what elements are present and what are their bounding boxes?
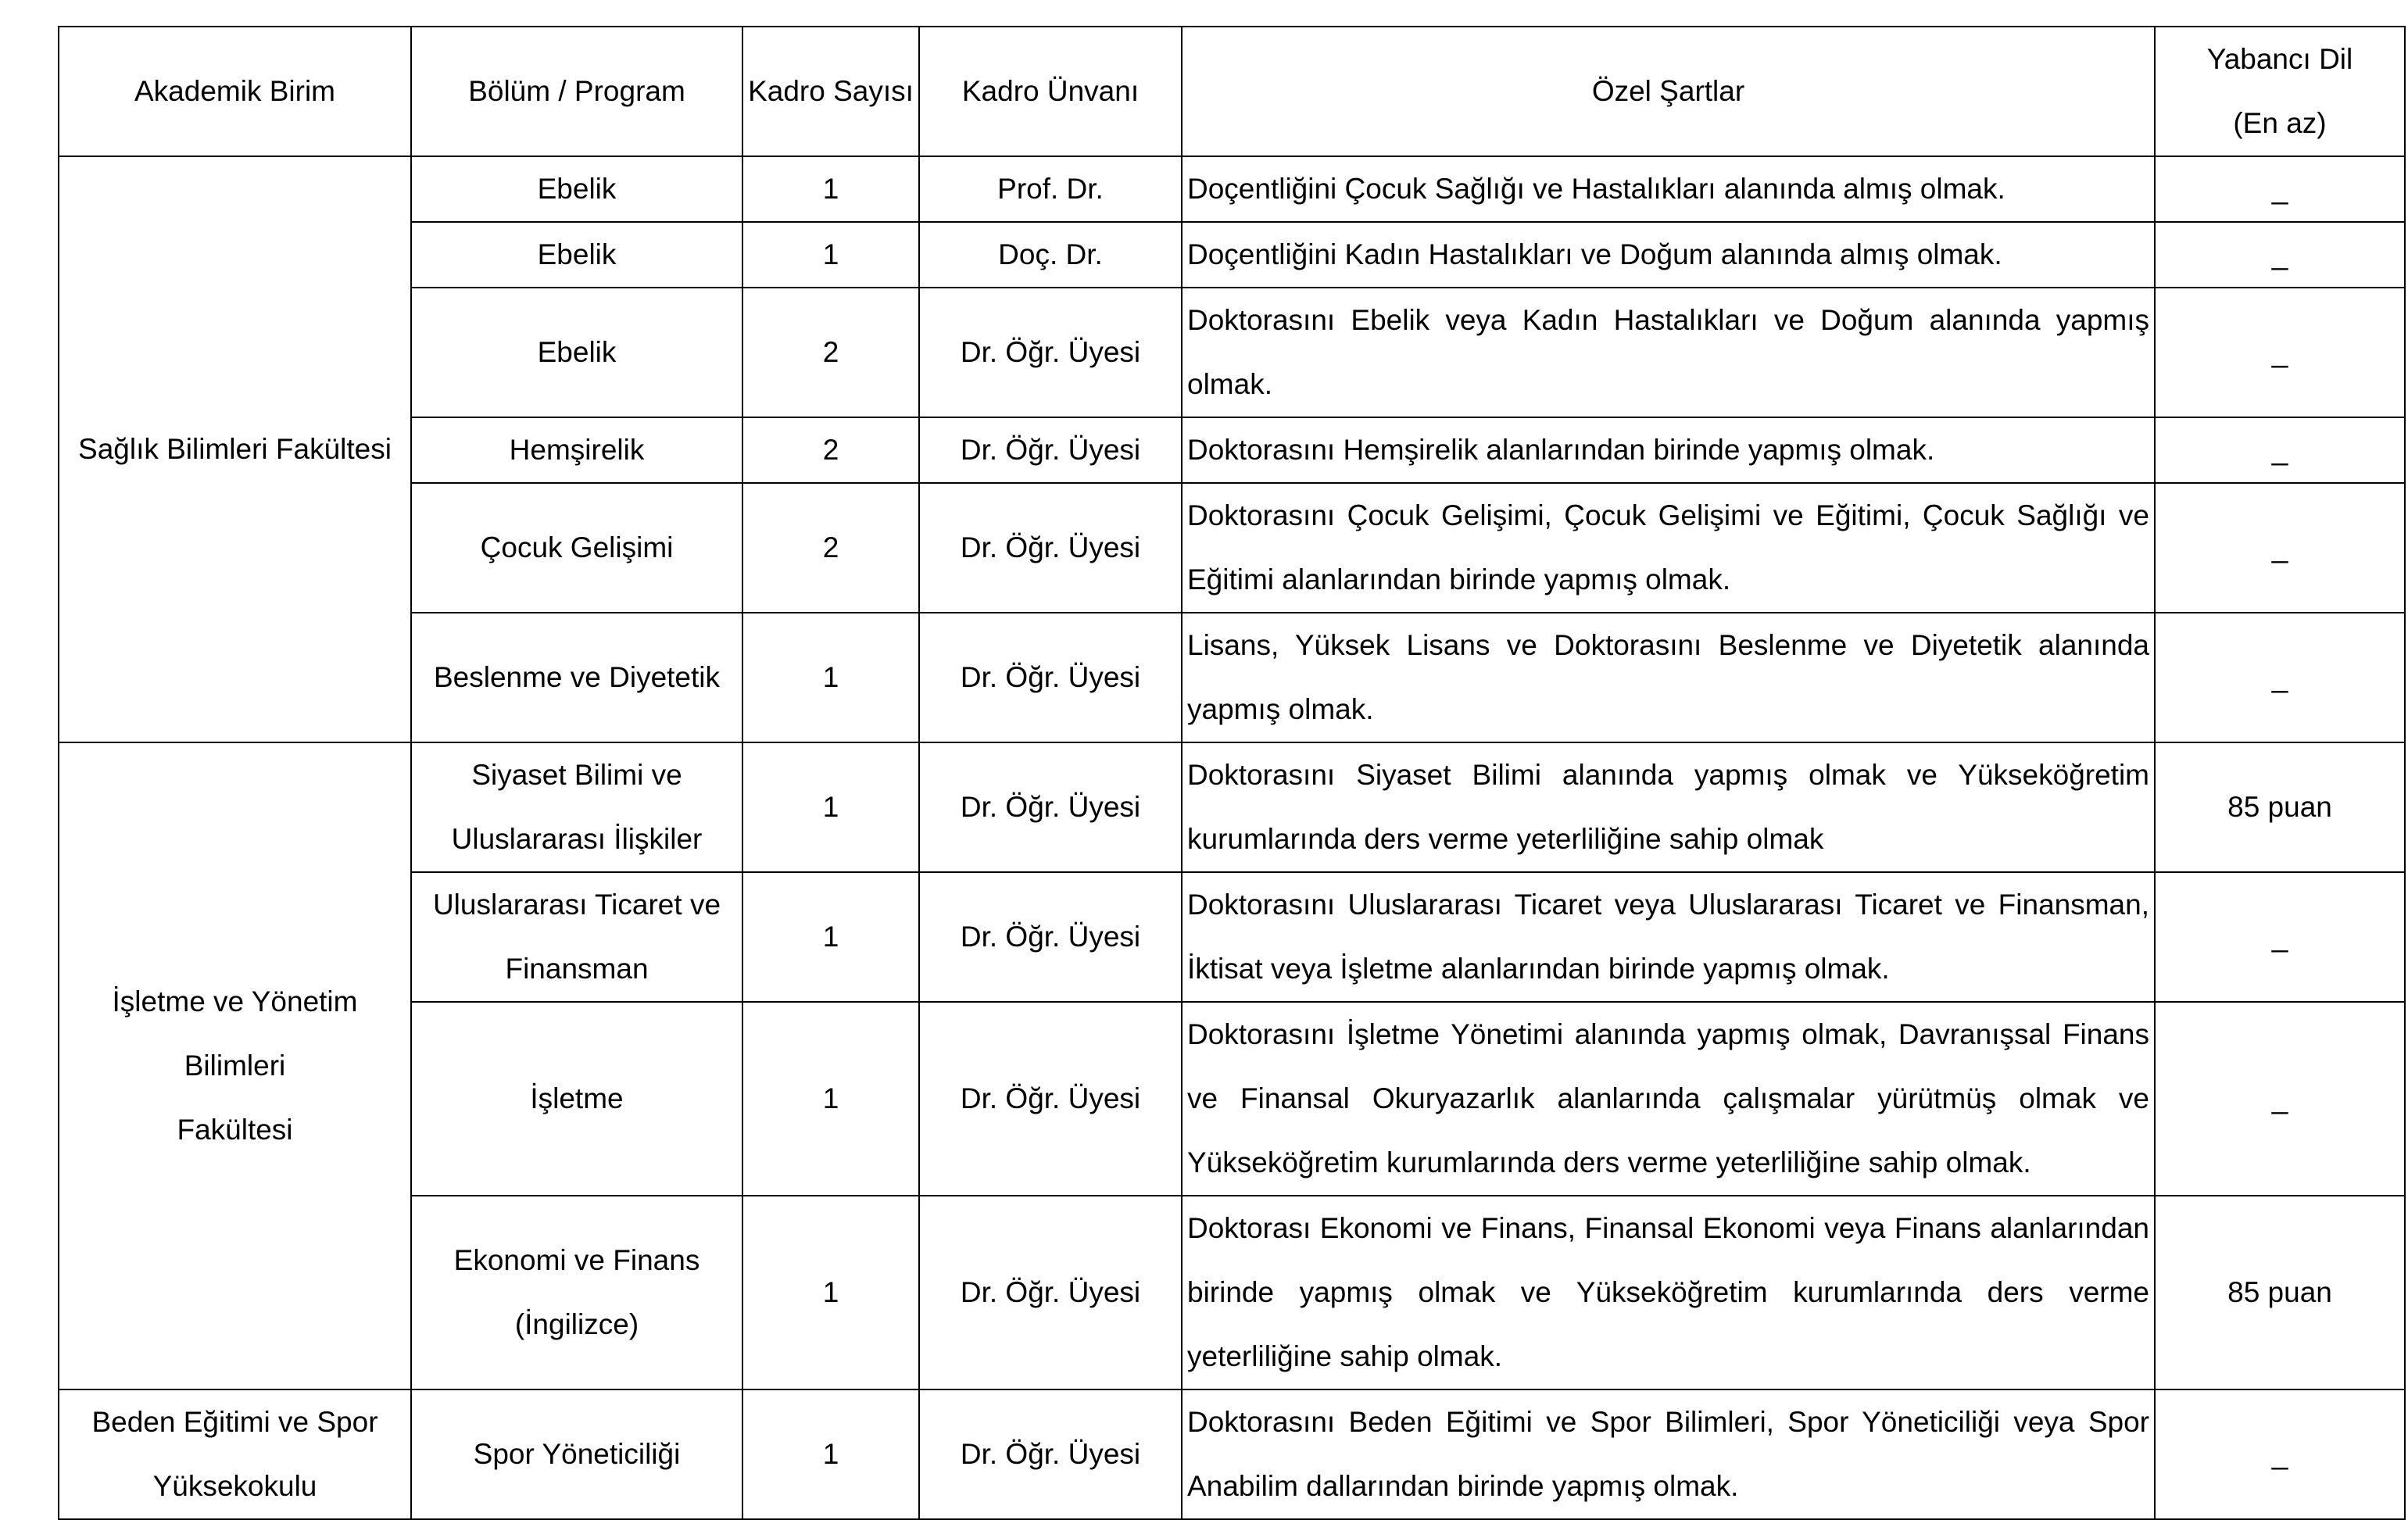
table-row [59, 872, 2405, 1002]
cell-dil: _ [2155, 288, 2405, 417]
kadro-table [58, 26, 2406, 1520]
cell-unvan: Doç. Dr. [919, 222, 1182, 288]
cell-bolum-line2: Finansman [505, 953, 649, 985]
table-row [59, 288, 2405, 417]
table-row [59, 483, 2405, 613]
cell-bolum-line2: Uluslararası İlişkiler [451, 823, 703, 855]
unit-beden-line1: Beden Eğitimi ve Spor [91, 1406, 378, 1438]
cell-bolum: Ebelik [411, 288, 742, 417]
table-row [59, 1002, 2405, 1196]
header-yabanci-dil [2155, 27, 2405, 156]
table-row [59, 417, 2405, 483]
cell-sayi: 1 [742, 872, 919, 1002]
cell-sart: Lisans, Yüksek Lisans ve Doktorasını Beslenme ve Diyetetik alanında yapmış olmak. [1182, 613, 2155, 742]
cell-sart: Doktorasını Hemşirelik alanlarından birinde yapmış olmak. [1182, 417, 2155, 483]
cell-bolum: İşletme [411, 1002, 742, 1196]
table-row [59, 156, 2405, 222]
cell-dil: 85 puan [2155, 1196, 2405, 1389]
cell-sayi: 1 [742, 222, 919, 288]
cell-bolum: Hemşirelik [411, 417, 742, 483]
cell-sayi: 2 [742, 417, 919, 483]
header-row [59, 27, 2405, 156]
cell-unvan: Dr. Öğr. Üyesi [919, 483, 1182, 613]
table-row [59, 1389, 2405, 1519]
header-kadro-sayisi: Kadro Sayısı [742, 27, 919, 156]
header-bolum-program: Bölüm / Program [411, 27, 742, 156]
cell-sart: Doktorası Ekonomi ve Finans, Finansal Ekonomi veya Finans alanlarından birinde yapmış olmak ve Yükseköğretim kurumlarında ders verme yeterliliğine sahip olmak. [1182, 1196, 2155, 1389]
cell-unvan: Dr. Öğr. Üyesi [919, 1196, 1182, 1389]
cell-dil: _ [2155, 483, 2405, 613]
cell-sart: Doçentliğini Çocuk Sağlığı ve Hastalıkları alanında almış olmak. [1182, 156, 2155, 222]
cell-dil: _ [2155, 156, 2405, 222]
cell-dil: _ [2155, 1389, 2405, 1519]
cell-unvan: Dr. Öğr. Üyesi [919, 872, 1182, 1002]
cell-dil: 85 puan [2155, 742, 2405, 872]
cell-bolum [411, 742, 742, 872]
cell-bolum: Spor Yöneticiliği [411, 1389, 742, 1519]
cell-bolum [411, 1196, 742, 1389]
cell-bolum: Beslenme ve Diyetetik [411, 613, 742, 742]
cell-dil: _ [2155, 417, 2405, 483]
cell-unvan: Dr. Öğr. Üyesi [919, 1389, 1182, 1519]
header-akademik-birim: Akademik Birim [59, 27, 411, 156]
header-yabanci-dil-line1: Yabancı Dil [2206, 43, 2353, 75]
header-yabanci-dil-line2: (En az) [2233, 107, 2327, 139]
cell-sayi: 2 [742, 288, 919, 417]
cell-sart: Doktorasını Uluslararası Ticaret veya Uluslararası Ticaret ve Finansman, İktisat veya İşletme alanlarından birinde yapmış olmak. [1182, 872, 2155, 1002]
unit-isletme-line1: İşletme ve Yönetim Bilimleri [112, 985, 358, 1082]
cell-unvan: Prof. Dr. [919, 156, 1182, 222]
cell-bolum: Ebelik [411, 156, 742, 222]
unit-saglik: Sağlık Bilimleri Fakültesi [59, 156, 411, 742]
cell-sart: Doçentliğini Kadın Hastalıkları ve Doğum alanında almış olmak. [1182, 222, 2155, 288]
cell-sart: Doktorasını Siyaset Bilimi alanında yapmış olmak ve Yükseköğretim kurumlarında ders verme yeterliliğine sahip olmak [1182, 742, 2155, 872]
cell-bolum-line1: Uluslararası Ticaret ve [432, 889, 721, 921]
cell-sart: Doktorasını Çocuk Gelişimi, Çocuk Gelişimi ve Eğitimi, Çocuk Sağlığı ve Eğitimi alanlarından birinde yapmış olmak. [1182, 483, 2155, 613]
header-ozel-sartlar: Özel Şartlar [1182, 27, 2155, 156]
cell-bolum: Ebelik [411, 222, 742, 288]
cell-dil: _ [2155, 222, 2405, 288]
cell-bolum-line1: Ekonomi ve Finans [453, 1244, 700, 1276]
cell-sayi: 2 [742, 483, 919, 613]
cell-unvan: Dr. Öğr. Üyesi [919, 613, 1182, 742]
cell-sart: Doktorasını Beden Eğitimi ve Spor Bilimleri, Spor Yöneticiliği veya Spor Anabilim dallarından birinde yapmış olmak. [1182, 1389, 2155, 1519]
cell-bolum-line2: (İngilizce) [514, 1308, 639, 1340]
cell-unvan: Dr. Öğr. Üyesi [919, 288, 1182, 417]
cell-dil: _ [2155, 613, 2405, 742]
table-row [59, 222, 2405, 288]
cell-sayi: 1 [742, 1196, 919, 1389]
cell-sart: Doktorasını İşletme Yönetimi alanında yapmış olmak, Davranışsal Finans ve Finansal Okuryazarlık alanlarında çalışmalar yürütmüş olmak ve Yükseköğretim kurumlarında ders verme yeterliliğine sahip olmak. [1182, 1002, 2155, 1196]
cell-dil: _ [2155, 872, 2405, 1002]
cell-sayi: 1 [742, 742, 919, 872]
cell-unvan: Dr. Öğr. Üyesi [919, 417, 1182, 483]
unit-beden [59, 1389, 411, 1519]
cell-unvan: Dr. Öğr. Üyesi [919, 1002, 1182, 1196]
unit-isletme [59, 742, 411, 1389]
cell-bolum-line1: Siyaset Bilimi ve [471, 759, 682, 791]
header-kadro-unvani: Kadro Ünvanı [919, 27, 1182, 156]
table-row [59, 742, 2405, 872]
unit-isletme-line2: Fakültesi [177, 1114, 293, 1146]
cell-unvan: Dr. Öğr. Üyesi [919, 742, 1182, 872]
cell-sayi: 1 [742, 1002, 919, 1196]
cell-sayi: 1 [742, 1389, 919, 1519]
table-row [59, 613, 2405, 742]
cell-sayi: 1 [742, 613, 919, 742]
cell-sart: Doktorasını Ebelik veya Kadın Hastalıkları ve Doğum alanında yapmış olmak. [1182, 288, 2155, 417]
cell-bolum [411, 872, 742, 1002]
cell-dil: _ [2155, 1002, 2405, 1196]
cell-sayi: 1 [742, 156, 919, 222]
table-row [59, 1196, 2405, 1389]
cell-bolum: Çocuk Gelişimi [411, 483, 742, 613]
unit-beden-line2: Yüksekokulu [152, 1470, 317, 1502]
